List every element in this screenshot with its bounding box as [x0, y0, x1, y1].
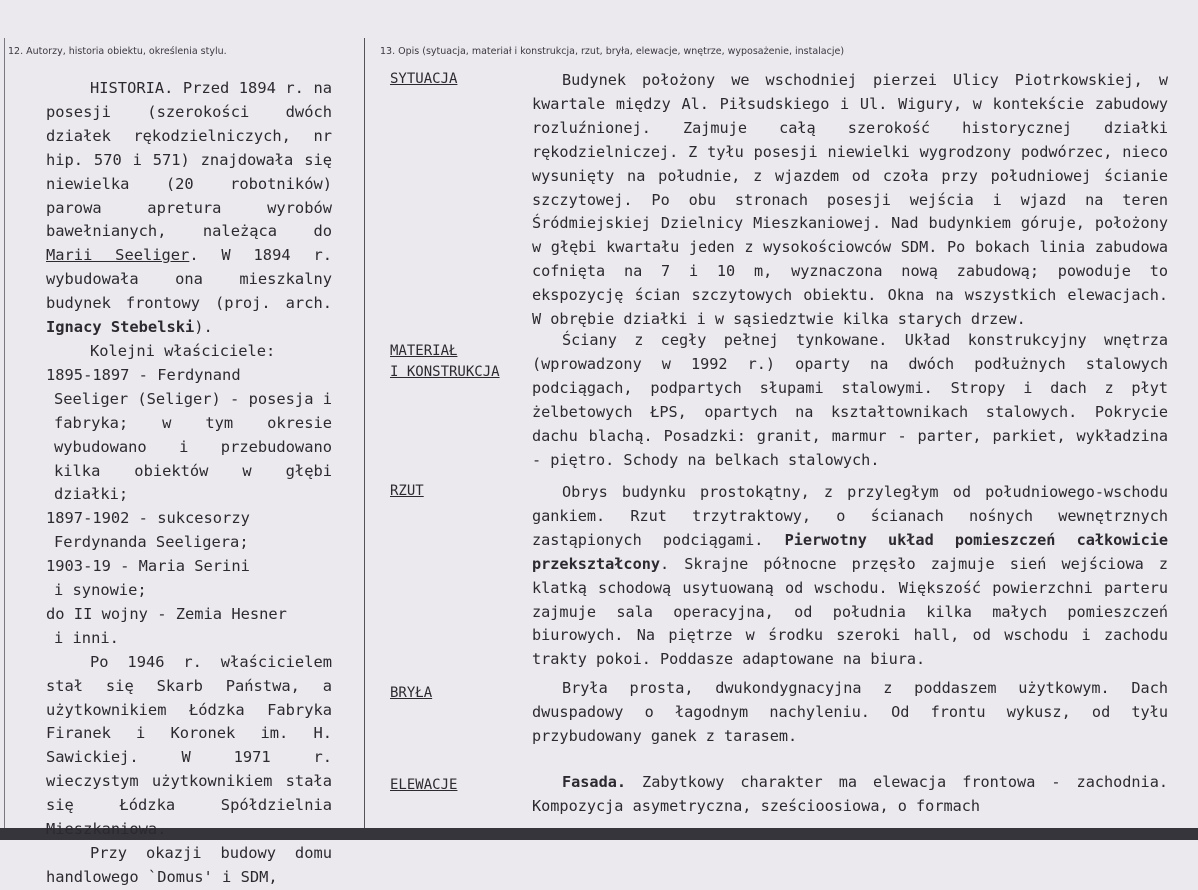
section-text: Fasada. Zabytkowy charakter ma elewacja frontowa - zachodnia. Kompozycja asymetryczna, sześcioosiowa, o formach	[532, 773, 1168, 815]
section-text: Budynek położony we wschodniej pierzei Ulicy Piotrkowskiej, w kwartale między Al. Piłsudskiego i Ul. Wigury, w kontekście zabudowy rozluźnionej. Zajmuje całą szerokość historycznej działki rękodzielniczej. Z tyłu posesji niewielki wygrodzony podwórzec, nieco wysunięty na południe, z wjazdem od czoła przy południowej ścianie szczytowej. Po obu stronach posesji wejścia i wjazd na teren Śródmiejskiej Dzielnicy Mieszkaniowej. Nad budynkiem góruje, położony w głębi kwartału jeden z wysokościowców SDM. Po bokach linia zabudowa cofnięta na 7 i 10 m, wyznaczona nową zabudową; powoduje to ekspozycję ścian szczytowych obiektu. Okna na wszystkich elewacjach. W obrębie działki i w sąsiedztwie kilka starych drzew.	[532, 71, 1168, 329]
owner-entry: do II wojny - Zemia Hesner	[46, 604, 287, 623]
field-13-header: 13. Opis (sytuacja, materiał i konstrukcja, rzut, bryła, elewacje, wnętrze, wyposażenie, instalacje)	[380, 46, 845, 57]
section-text: Obrys budynku prostokątny, z przyległym od południowego-wschodu gankiem. Rzut trzytraktowy, o ścianach nośnych wewnętrznych zastąpionych podciągami. Pierwotny układ pomieszczeń całkowicie przekształcony. Skrajne północne przęsło zajmuje sień wejściowa z klatką schodową usytuowaną od wschodu. Większość powierzchni parteru zajmuje sala operacyjna, od południa kilka małych pomieszczeń biurowych. Na piętrze w środku szeroki hall, od wschodu i zachodu trakty pokoi. Poddasze adaptowane na biura.	[532, 483, 1168, 669]
left-margin-rule	[4, 38, 5, 828]
domus-paragraph: Przy okazji budowy domu handlowego `Domus' i SDM,	[46, 844, 332, 886]
column-divider	[364, 38, 365, 828]
post-war-paragraph: Po 1946 r. właścicielem stał się Skarb Państwa, a użytkownikiem Łódzka Fabryka Firanek i Koronek im. H. Sawickiej. W 1971 r. wieczystym użytkownikiem stała się Łódzka Spółdzielnia Mieszkaniowa.	[46, 652, 332, 839]
section-label: MATERIAŁ I KONSTRUKCJA	[390, 343, 500, 380]
section-text: Ściany z cegły pełnej tynkowane. Układ konstrukcyjny wnętrza (wprowadzony w 1992 r.) oparty na dwóch podłużnych stalowych podciągach, podpartych słupami stalowymi. Stropy i dach z płyt żelbetowych ŁPS, opartych na kształtownikach stalowych. Pokrycie dachu blachą. Posadzki: granit, marmur - parter, parkiet, wykładzina - piętro. Schody na belkach stalowych.	[532, 331, 1168, 469]
bold-phrase: Fasada.	[562, 773, 627, 791]
owner-entry: 1895-1897 - Ferdynand	[46, 365, 241, 384]
owner-name-link: Marii Seeliger	[46, 246, 190, 265]
history-column	[46, 77, 332, 890]
section-label: BRYŁA	[390, 685, 433, 701]
history-paragraph: HISTORIA. Przed 1894 r. na posesji (szerokości dwóch działek rękodzielniczych, nr hip. 570 i 571) znajdowała się niewielka (20 robotników) parowa apretura wyrobów bawełnianych, należąca do Marii Seeliger. W 1894 r. wybudowała ona mieszkalny budynek frontowy (proj. arch. Ignacy Stebelski).	[46, 79, 332, 337]
field-12-header: 12. Autorzy, historia obiektu, określenia stylu.	[8, 46, 227, 57]
owner-entry-detail: i inni.	[54, 628, 119, 647]
section-label: SYTUACJA	[390, 71, 458, 87]
owner-entry: 1903-19 - Maria Serini	[46, 557, 250, 576]
owners-heading: Kolejni właściciele:	[90, 341, 276, 360]
section-label: ELEWACJE	[390, 777, 458, 793]
section-text: Bryła prosta, dwukondygnacyjna z poddaszem użytkowym. Dach dwuspadowy o łagodnym nachyleniu. Od frontu wykusz, od tyłu przybudowany ganek z tarasem.	[532, 679, 1168, 745]
section-label: RZUT	[390, 483, 424, 499]
owner-entry-detail: Ferdynanda Seeligera;	[54, 533, 249, 552]
owner-entry-detail: i synowie;	[54, 581, 147, 600]
owner-entry-detail: Seeliger (Seliger) - posesja i fabryka; w tym okresie wybudowano i przebudowano kilka obiektów w głębi działki;	[54, 389, 332, 504]
bold-phrase: Pierwotny układ pomieszczeń całkowicie przekształcony	[532, 530, 1168, 573]
architect-name: Ignacy Stebelski	[46, 318, 195, 337]
owner-entry: 1897-1902 - sukcesorzy	[46, 509, 250, 528]
